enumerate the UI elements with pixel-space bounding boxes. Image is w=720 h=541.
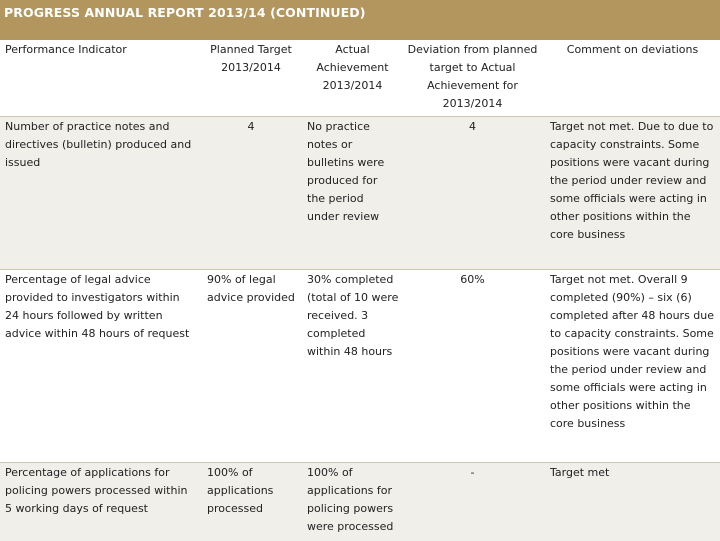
row-comment: Target not met. Overall 9 completed (90%) – six (6) completed after 48 hours due to capacity constraints. Some positions were vacant during the period under review and some officials were acting in other positions within the core business <box>550 273 715 430</box>
row-planned: 4 <box>247 120 255 133</box>
table-row <box>0 116 720 270</box>
header-deviation: Deviation from planned target to Actual Achievement for 2013/2014 <box>407 43 538 110</box>
row-comment: Target not met. Due to due to capacity constraints. Some positions were vacant during the period under review and some officials were acting in other positions within the core business <box>550 120 714 241</box>
header-comment: Comment on deviations <box>566 43 699 56</box>
row-deviation: 4 <box>469 120 476 133</box>
row-deviation: 60% <box>460 273 485 286</box>
row-actual: No practice notes or bulletins were produced for the period under review <box>307 120 385 223</box>
row-actual: 30% completed (total of 10 were received. 3 completed within 48 hours <box>307 273 399 358</box>
header-planned-target: Planned Target 2013/2014 <box>210 43 292 74</box>
row-indicator: Number of practice notes and directives (bulletin) produced and issued <box>5 120 192 169</box>
row-indicator: Percentage of applications for policing powers processed within 5 working days of request <box>5 466 188 515</box>
row-planned: 90% of legal advice provided <box>207 273 295 304</box>
row-comment: Target met <box>550 466 610 479</box>
table-row <box>0 269 720 463</box>
header-performance-indicator: Performance Indicator <box>5 43 127 56</box>
row-planned: 100% of applications processed <box>207 466 274 515</box>
row-actual: 100% of applications for policing powers were processed <box>307 466 394 533</box>
table-row <box>0 462 720 541</box>
header-actual-achievement: Actual Achievement 2013/2014 <box>316 43 389 92</box>
table-header <box>0 40 720 116</box>
row-indicator: Percentage of legal advice provided to investigators within 24 hours followed by written advice within 48 hours of request <box>5 273 190 340</box>
row-deviation: - <box>470 466 475 479</box>
report-title: PROGRESS ANNUAL REPORT 2013/14 (CONTINUED) <box>0 0 720 40</box>
